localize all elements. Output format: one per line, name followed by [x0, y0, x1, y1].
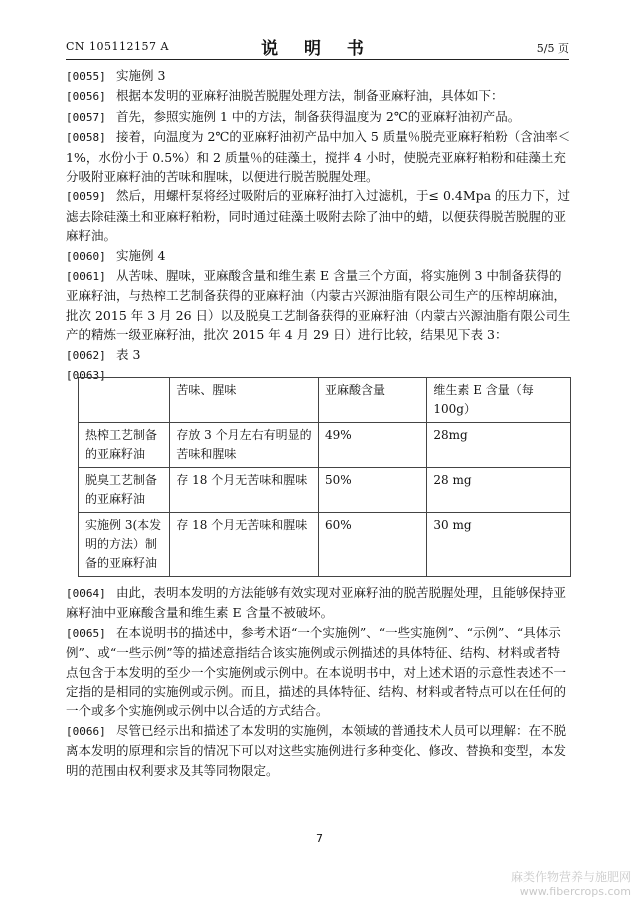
- paragraph-text: 在本说明书的描述中，参考术语“一个实施例”、“一些实施例”、“示例”、“具体示例”、或“一些示例”等的描述意指结合该实施例或示例描述的具体特征、结构、材料或者特点包含于本发明的至少一个实施例或示例中。在本说明书中，对上述术语的示意性表述不一定指的是相同的实施例或示例。而且，描述的具体特征、结构、材料或者特点可以在任何的一个或多个实施例或示例中以合适的方式结合。: [66, 624, 567, 719]
- paragraph-text: 根据本发明的亚麻籽油脱苦脱腥处理方法，制备亚麻籽油，具体如下：: [116, 88, 504, 104]
- watermark: [511, 868, 631, 898]
- page-header: [66, 32, 569, 58]
- paragraph: [66, 107, 571, 127]
- paragraph-number: [0060]: [66, 249, 106, 263]
- paragraph-text: 然后，用螺杆泵将经过吸附后的亚麻籽油打入过滤机，于≤ 0.4Mpa 的压力下，过滤去除硅藻土和亚麻籽粕粉，同时通过硅藻土吸附去除了油中的蜡，以便获得脱苦脱腥的亚麻籽油。: [66, 188, 571, 244]
- paragraph-number: [0063]: [66, 369, 106, 383]
- table-cell: 实施例 3(本发明的方法）制备的亚麻籽油: [79, 513, 170, 577]
- patent-number: CN 105112157 A: [66, 40, 169, 53]
- paragraph-text: 表 3: [116, 346, 141, 362]
- table-row: [79, 513, 571, 577]
- table-cell: 60%: [318, 513, 426, 577]
- paragraph-number: [0059]: [66, 190, 106, 204]
- document-body-top: [66, 66, 571, 386]
- paragraph: [66, 66, 571, 86]
- table-cell: 存放 3 个月左右有明显的苦味和腥味: [170, 423, 319, 468]
- table-cell: 存 18 个月无苦味和腥味: [170, 468, 319, 513]
- table-row: [79, 423, 571, 468]
- paragraph-number: [0062]: [66, 348, 106, 362]
- document-body-bottom: [66, 583, 571, 780]
- paragraph-text: 接着，向温度为 2℃的亚麻籽油初产品中加入 5 质量％脱壳亚麻籽粕粉（含油率＜1%，水份小于 0.5%）和 2 质量％的硅藻土，搅拌 4 小时，使脱壳亚麻籽粕粉和硅藻土充分吸附亚麻籽油的苦味和腥味，以便进行脱苦脱腥处理。: [66, 129, 571, 185]
- document-title: 说 明 书: [261, 39, 374, 59]
- page-count: 5/5 页: [536, 42, 569, 55]
- paragraph: [66, 266, 571, 345]
- table-cell: 28mg: [427, 423, 571, 468]
- table-header-cell: 亚麻酸含量: [318, 378, 426, 423]
- table-header-cell: 苦味、腥味: [170, 378, 319, 423]
- paragraph-text: 实施例 3: [116, 68, 166, 83]
- paragraph: [66, 583, 571, 623]
- paragraph-text: 尽管已经示出和描述了本发明的实施例，本领域的普通技术人员可以理解：在不脱离本发明的原理和宗旨的情况下可以对这些实施例进行多种变化、修改、替换和变型，本发明的范围由权利要求及其等同物限定。: [66, 722, 567, 778]
- paragraph: [66, 86, 571, 106]
- table-cell: 存 18 个月无苦味和腥味: [170, 513, 319, 577]
- paragraph-text: 首先，参照实施例 1 中的方法，制备获得温度为 2℃的亚麻籽油初产品。: [116, 108, 521, 124]
- paragraph-number: [0064]: [66, 587, 106, 600]
- paragraph: [66, 623, 571, 721]
- table-cell: 热榨工艺制备的亚麻籽油: [79, 423, 170, 468]
- table-cell: 49%: [318, 423, 426, 468]
- watermark-text: 麻类作物营养与施肥网: [510, 870, 631, 884]
- paragraph: [66, 246, 571, 266]
- paragraph: [66, 721, 571, 780]
- page-number: 7: [316, 832, 323, 845]
- results-table: [78, 377, 571, 577]
- table-header-row: [79, 378, 571, 423]
- paragraph: [66, 186, 571, 245]
- table-cell: 50%: [318, 468, 426, 513]
- paragraph-text: 由此，表明本发明的方法能够有效实现对亚麻籽油的脱苦脱腥处理，且能够保持亚麻籽油中亚麻酸含量和维生素 E 含量不被破坏。: [66, 585, 567, 621]
- paragraph-number: [0058]: [66, 131, 106, 145]
- paragraph-number: [0061]: [66, 270, 106, 284]
- header-divider: [66, 59, 569, 60]
- table-cell: 脱臭工艺制备的亚麻籽油: [79, 468, 170, 513]
- watermark-url: www.fibercrops.com: [519, 885, 631, 898]
- table-cell: 30 mg: [427, 513, 571, 577]
- paragraph: [66, 127, 571, 186]
- paragraph-number: [0055]: [66, 70, 106, 83]
- paragraph-text: 实施例 4: [116, 247, 166, 263]
- paragraph-text: 从苦味、腥味，亚麻酸含量和维生素 E 含量三个方面，将实施例 3 中制备获得的亚麻籽油，与热榨工艺制备获得的亚麻籽油（内蒙古兴源油脂有限公司生产的压榨胡麻油，批次 2015 年 3 月 26 日）以及脱臭工艺制备获得的亚麻籽油（内蒙古兴源油脂有限公司生产的精炼一级亚麻籽油，批次 2015 年 4 月 29 日）进行比较，结果见下表 3：: [66, 268, 571, 343]
- paragraph-number: [0056]: [66, 90, 106, 104]
- paragraph-number: [0066]: [66, 724, 106, 738]
- paragraph-number: [0065]: [66, 626, 106, 640]
- paragraph: [66, 345, 571, 365]
- table-cell: 28 mg: [427, 468, 571, 513]
- table-header-cell: [79, 378, 170, 423]
- paragraph-number: [0057]: [66, 110, 106, 124]
- table-row: [79, 468, 571, 513]
- table-header-cell: 维生素 E 含量（每 100g）: [427, 378, 571, 423]
